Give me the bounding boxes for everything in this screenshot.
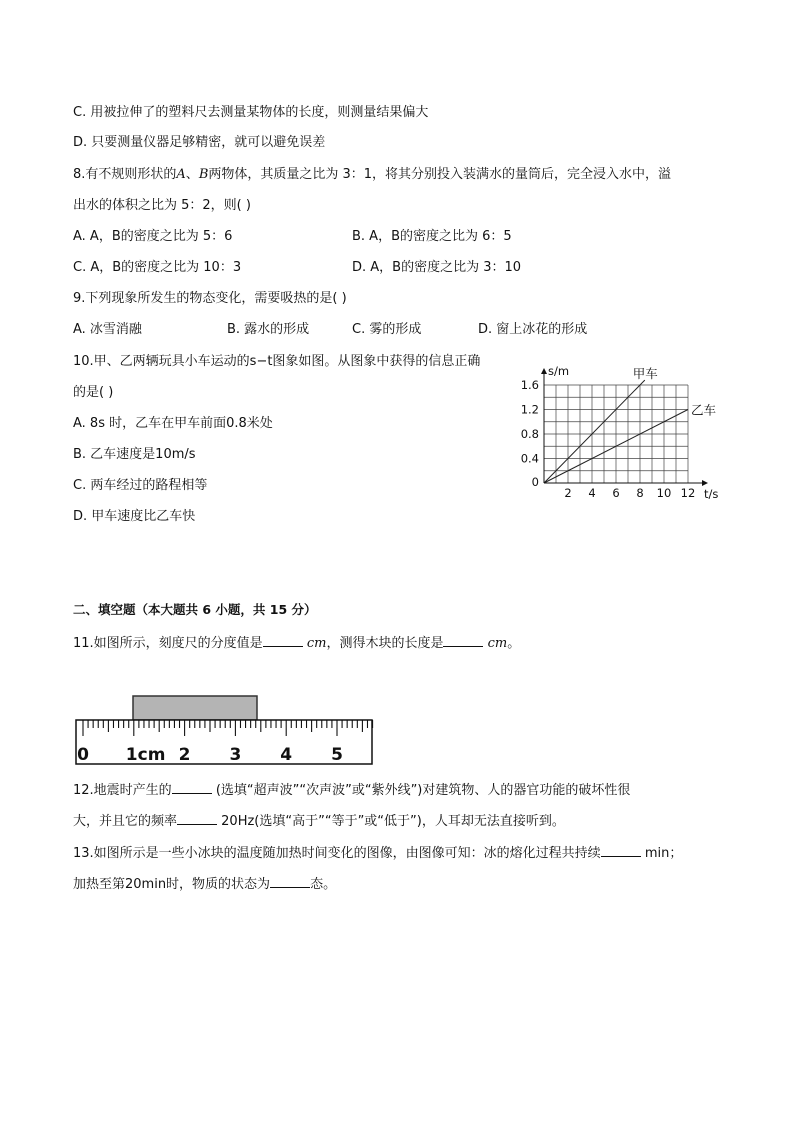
q12-line2 bbox=[73, 811, 565, 831]
q12-text-2: (选填“超声波”“次声波”或“紫外线”)对建筑物、人的器官功能的破坏性很 bbox=[215, 783, 631, 798]
x-tick-label: 2 bbox=[564, 486, 572, 500]
y-tick-label: 0.4 bbox=[520, 451, 539, 466]
section-2-heading: 二、填空题（本大题共 6 小题，共 15 分） bbox=[73, 602, 317, 617]
q13-text-2: min； bbox=[644, 846, 683, 861]
q8-option-b: B. A，B的密度之比为 6：5 bbox=[352, 229, 512, 244]
q12-text-4: 20Hz(选填“高于”“等于”或“低于”)，人耳却无法直接听到。 bbox=[221, 814, 565, 829]
ruler-body bbox=[76, 720, 372, 764]
wooden-block bbox=[133, 696, 257, 720]
series-label-2: 乙车 bbox=[691, 402, 717, 418]
q8-object-b: B bbox=[198, 167, 209, 182]
q12-blank-2 bbox=[177, 811, 217, 825]
y-tick-label: 0 bbox=[531, 475, 539, 489]
x-axis-arrow bbox=[702, 480, 708, 486]
q12-text-3: 大，并且它的频率 bbox=[73, 814, 178, 829]
q8-stem-line2: 出水的体积之比为 5：2，则( ) bbox=[73, 198, 251, 213]
q8-option-d: D. A，B的密度之比为 3：10 bbox=[352, 260, 522, 275]
q13-text-3: 加热至第20min时，物质的状态为 bbox=[73, 877, 271, 892]
q8-stem-line1 bbox=[73, 166, 671, 184]
q9-option-c: C. 雾的形成 bbox=[352, 322, 422, 337]
q12-text-1: 12.地震时产生的 bbox=[73, 783, 172, 798]
ruler-label: 0 bbox=[77, 745, 89, 765]
q10-option-b: B. 乙车速度是10m/s bbox=[73, 447, 196, 462]
q10-option-c: C. 两车经过的路程相等 bbox=[73, 478, 208, 493]
chart-axes bbox=[541, 368, 708, 486]
ruler-label: 2 bbox=[178, 745, 191, 765]
q9-option-d: D. 窗上冰花的形成 bbox=[478, 322, 588, 337]
q11-text-3: 。 bbox=[507, 636, 521, 651]
q11-blank-1 bbox=[263, 633, 303, 647]
q12-blank-1 bbox=[172, 780, 212, 794]
q7-option-c: C. 用被拉伸了的塑料尺去测量某物体的长度，则测量结果偏大 bbox=[73, 105, 429, 120]
q10-option-a: A. 8s 时，乙车在甲车前面0.8米处 bbox=[73, 416, 273, 431]
ruler-label: 5 bbox=[331, 745, 343, 765]
q12-line1 bbox=[73, 780, 630, 800]
q8-option-c: C. A，B的密度之比为 10：3 bbox=[73, 260, 242, 275]
x-axis-label: t/s bbox=[704, 487, 719, 501]
series-line-1 bbox=[544, 380, 645, 483]
q7-option-d: D. 只要测量仪器足够精密，就可以避免误差 bbox=[73, 135, 326, 150]
x-tick-label: 10 bbox=[656, 486, 672, 500]
q10-option-d: D. 甲车速度比乙车快 bbox=[73, 509, 196, 524]
y-tick-label: 1.2 bbox=[520, 402, 539, 417]
q11-text-2: ，测得木块的长度是 bbox=[326, 636, 444, 651]
x-tick-label: 12 bbox=[680, 486, 696, 500]
q11-stem bbox=[73, 633, 520, 653]
q11-unit-2: cm bbox=[487, 636, 508, 651]
series-label-1: 甲车 bbox=[632, 366, 658, 381]
q10-stem-line2: 的是( ) bbox=[73, 385, 114, 400]
q11-text-1: 11.如图所示，刻度尺的分度值是 bbox=[73, 636, 263, 651]
chart-grid bbox=[544, 385, 688, 483]
q13-text-4: 态。 bbox=[310, 877, 337, 892]
q8-object-a: A bbox=[176, 167, 186, 182]
ruler-label: 3 bbox=[229, 745, 242, 765]
x-tick-label: 6 bbox=[612, 486, 620, 500]
q11-blank-2 bbox=[443, 633, 483, 647]
q10-stem-line1: 10.甲、乙两辆玩具小车运动的s−t图象如图。从图象中获得的信息正确 bbox=[73, 354, 481, 369]
q8-stem-text-1: 8.有不规则形状的 bbox=[73, 167, 177, 182]
y-axis-label: s/m bbox=[548, 364, 570, 378]
y-tick-label: 1.6 bbox=[520, 378, 539, 392]
q13-line1 bbox=[73, 843, 682, 863]
q9-option-b: B. 露水的形成 bbox=[227, 322, 310, 337]
q9-stem: 9.下列现象所发生的物态变化，需要吸热的是( ) bbox=[73, 291, 347, 306]
q13-line2 bbox=[73, 874, 336, 894]
ruler-figure bbox=[70, 692, 380, 767]
q13-blank-2 bbox=[270, 874, 310, 888]
q8-option-a: A. A，B的密度之比为 5：6 bbox=[73, 229, 233, 244]
q8-stem-text-2: 两物体，其质量之比为 3：1，将其分别投入装满水的量筒后，完全浸入水中，溢 bbox=[208, 167, 672, 182]
y-tick-label: 0.8 bbox=[520, 427, 539, 441]
q8-separator: 、 bbox=[185, 167, 199, 182]
q9-option-a: A. 冰雪消融 bbox=[73, 322, 142, 337]
x-tick-label: 8 bbox=[636, 486, 644, 500]
chart-labels bbox=[548, 364, 718, 501]
ruler-label: 4 bbox=[280, 745, 293, 765]
st-chart bbox=[515, 362, 725, 507]
q11-unit-1: cm bbox=[306, 636, 327, 651]
q13-blank-1 bbox=[601, 843, 641, 857]
ruler-label: 1cm bbox=[125, 745, 166, 765]
x-tick-label: 4 bbox=[588, 486, 596, 500]
q13-text-1: 13.如图所示是一些小冰块的温度随加热时间变化的图像，由图像可知：冰的熔化过程共持续 bbox=[73, 846, 601, 861]
y-axis-arrow bbox=[541, 368, 547, 374]
